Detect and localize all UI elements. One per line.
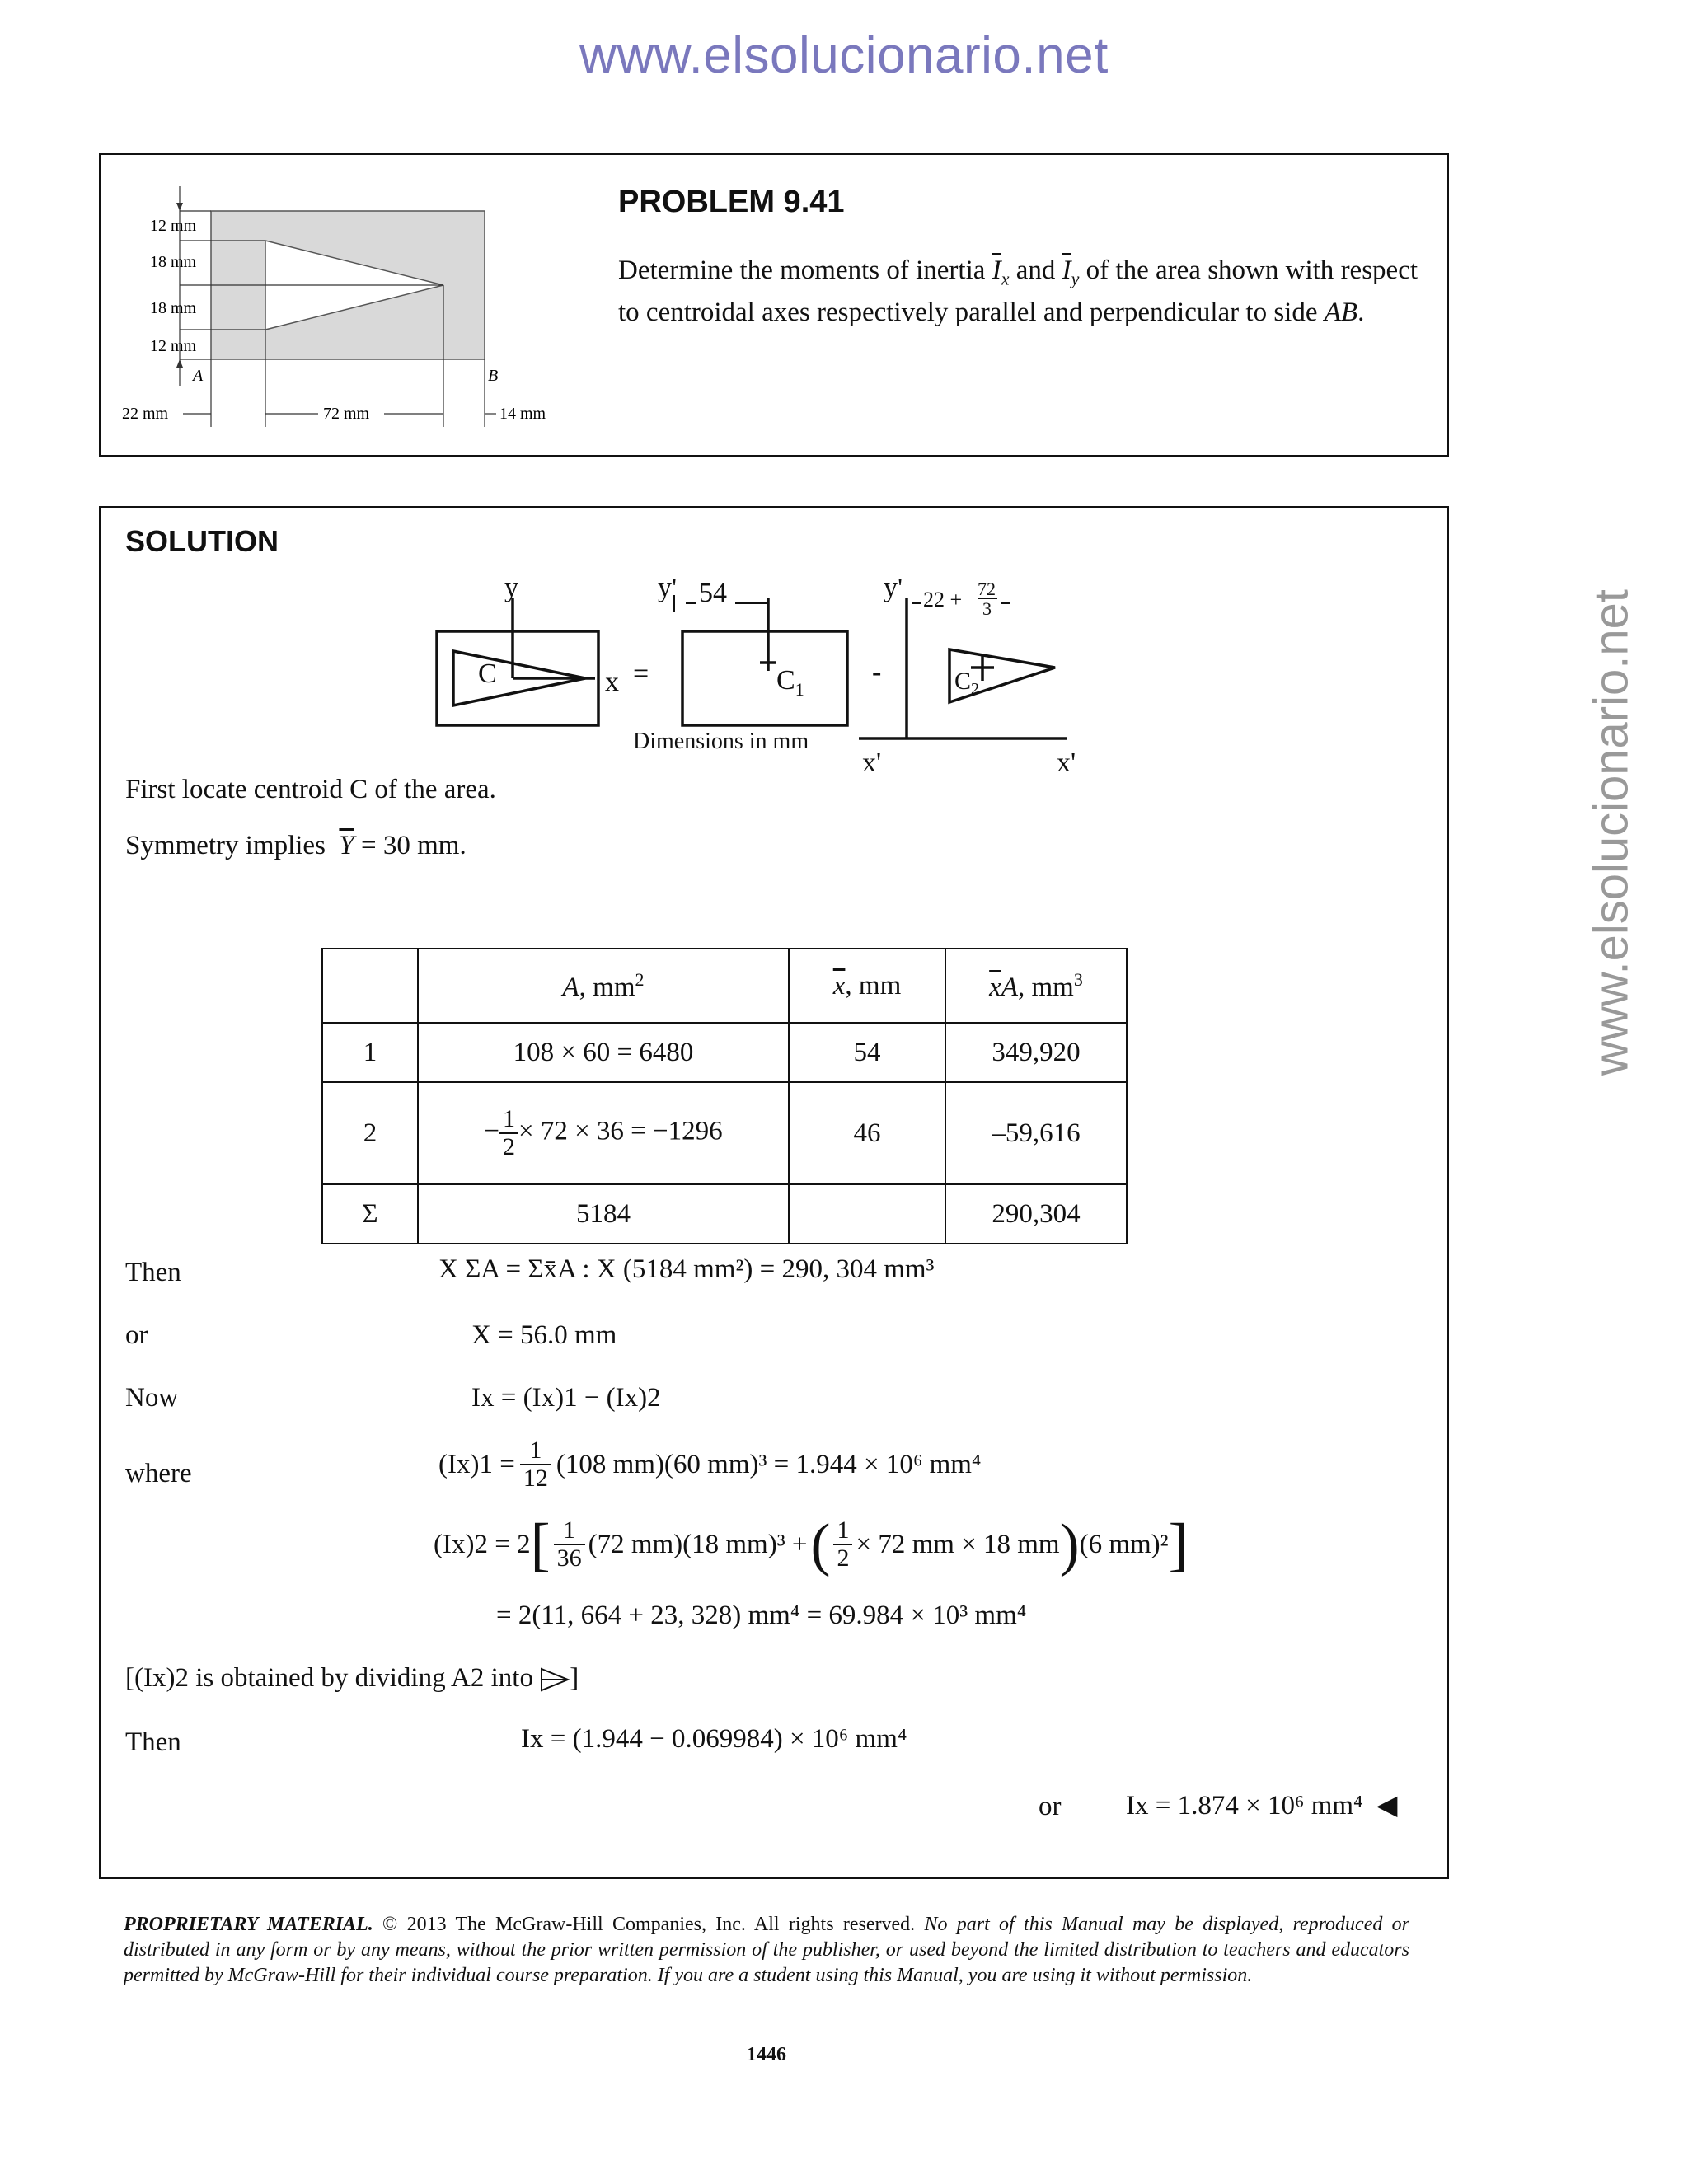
label-or-1: or: [125, 1320, 148, 1350]
table-cell: 349,920: [945, 1023, 1127, 1082]
table-cell: 46: [789, 1082, 945, 1184]
sketch-frac-num: 72: [978, 579, 996, 599]
watermark-top[interactable]: www.elsolucionario.net: [579, 27, 1109, 84]
table-header: [322, 949, 418, 1023]
equation-ix-numeric: Ix = (1.944 − 0.069984) × 10⁶ mm⁴: [521, 1724, 907, 1754]
sketch-y1: y': [658, 574, 678, 603]
dim-left: 22 mm: [122, 405, 169, 423]
dim-18b: 18 mm: [150, 299, 197, 317]
table-header: $\overline{x}$, mm: [789, 949, 945, 1023]
equation-x-bar: X = 56.0 mm: [471, 1320, 617, 1350]
label-or-2: or: [1039, 1792, 1062, 1821]
table-cell: 290,304: [945, 1184, 1127, 1244]
table-row: [322, 1184, 1127, 1244]
sketch-minus: -: [872, 657, 882, 687]
sketch-x: x: [605, 667, 619, 697]
table-cell: –59,616: [945, 1082, 1127, 1184]
triangle-split-icon: [540, 1667, 570, 1692]
line-locate-centroid: First locate centroid C of the area.: [125, 775, 496, 804]
sketch-frac-den: 3: [982, 598, 992, 619]
table-header-row: [322, 949, 1127, 1023]
final-answer: Ix = 1.874 × 10⁶ mm⁴ ◀: [1126, 1791, 1398, 1821]
problem-box: [99, 153, 1449, 457]
sketch-x2: x': [1057, 748, 1076, 778]
sketch-c1: $C_1$: [776, 665, 804, 700]
centroid-table: [321, 948, 1128, 1244]
equation-ix2: (Ix)2 = 2 [ $\frac{1}{36}$ (72 mm)(18 mm)³ + ( $\frac{1}{2}$ × 72 mm × 18 mm ) (6 mm)² ]: [434, 1511, 1189, 1577]
label-where: where: [125, 1459, 192, 1488]
point-a: A: [193, 367, 204, 385]
equation-ix1: (Ix)1 = $\frac{1}{12}$ (108 mm)(60 mm)³ = 1.944 × 10⁶ mm⁴: [438, 1436, 982, 1492]
note-dividing: [(Ix)2 is obtained by dividing A2 into ]: [125, 1663, 579, 1693]
sketch-dim22: 22 +: [923, 588, 963, 612]
table-cell: [789, 1184, 945, 1244]
table-cell: 108 × 60 = 6480: [418, 1023, 789, 1082]
label-now: Now: [125, 1383, 179, 1413]
table-cell: 2: [322, 1082, 418, 1184]
label-then-2: Then: [125, 1727, 181, 1757]
line-symmetry: Symmetry implies $\overline{Y} = 30$ mm.: [125, 831, 467, 860]
dimensions-note: Dimensions in mm: [633, 729, 809, 754]
problem-title: PROBLEM 9.41: [618, 185, 845, 219]
point-b: B: [488, 367, 499, 385]
table-row: [322, 1082, 1127, 1184]
dim-right: 14 mm: [499, 405, 546, 423]
table-header: A, $mm^2$: [418, 949, 789, 1023]
dim-12a: 12 mm: [150, 217, 197, 235]
table-cell: 1: [322, 1023, 418, 1082]
dim-mid: 72 mm: [323, 405, 370, 423]
table-header: $\overline{x}A$, $mm^3$: [945, 949, 1127, 1023]
solution-box: [99, 506, 1449, 1879]
dim-12b: 12 mm: [150, 337, 197, 355]
problem-figure: [101, 155, 595, 435]
table-row: [322, 1023, 1127, 1082]
sketch-c: C: [478, 658, 497, 689]
sketch-x1: x': [862, 748, 882, 778]
answer-marker-icon: ◀: [1376, 1791, 1398, 1821]
copyright-footer: PROPRIETARY MATERIAL. © 2013 The McGraw-Hill Companies, Inc. All rights reserved. No part of this Manual may be displayed, reproduced or distributed in any form or by any means, without the prior written permission of the publisher, or used beyond the limited distribution to teachers and educators permitted by McGraw-Hill for their individual course preparation. If you are a student using this Manual, you are using it without permission.: [124, 1914, 1409, 1986]
sketch-dim54: 54: [699, 578, 727, 608]
label-then-1: Then: [125, 1258, 181, 1287]
dim-18a: 18 mm: [150, 253, 197, 271]
sketch-c2: $C_2$: [954, 668, 980, 698]
equation-x-sum: X ΣA = Σx̄A : X (5184 mm²) = 290, 304 mm³: [438, 1254, 935, 1284]
table-cell: − $\frac{1}{2}$ × 72 × 36 = −1296: [418, 1082, 789, 1184]
table-cell: 54: [789, 1023, 945, 1082]
sketch-equals: =: [633, 658, 649, 689]
decomposition-sketch: [414, 574, 1156, 804]
equation-ix-split: Ix = (Ix)1 − (Ix)2: [471, 1383, 661, 1413]
sketch-y2: y': [884, 574, 903, 603]
solution-title: SOLUTION: [125, 524, 279, 558]
problem-statement: Determine the moments of inertia $\overline{I}_x$ and $\overline{I}_y$ of the area shown with respect to centroidal axes respectively parallel and perpendicular to side AB.: [618, 255, 1418, 327]
equation-ix2-value: = 2(11, 664 + 23, 328) mm⁴ = 69.984 × 10³ mm⁴: [496, 1601, 1027, 1630]
table-cell: 5184: [418, 1184, 789, 1244]
table-cell: Σ: [322, 1184, 418, 1244]
sketch-y: y: [504, 574, 518, 603]
page-number: 1446: [747, 2044, 786, 2065]
